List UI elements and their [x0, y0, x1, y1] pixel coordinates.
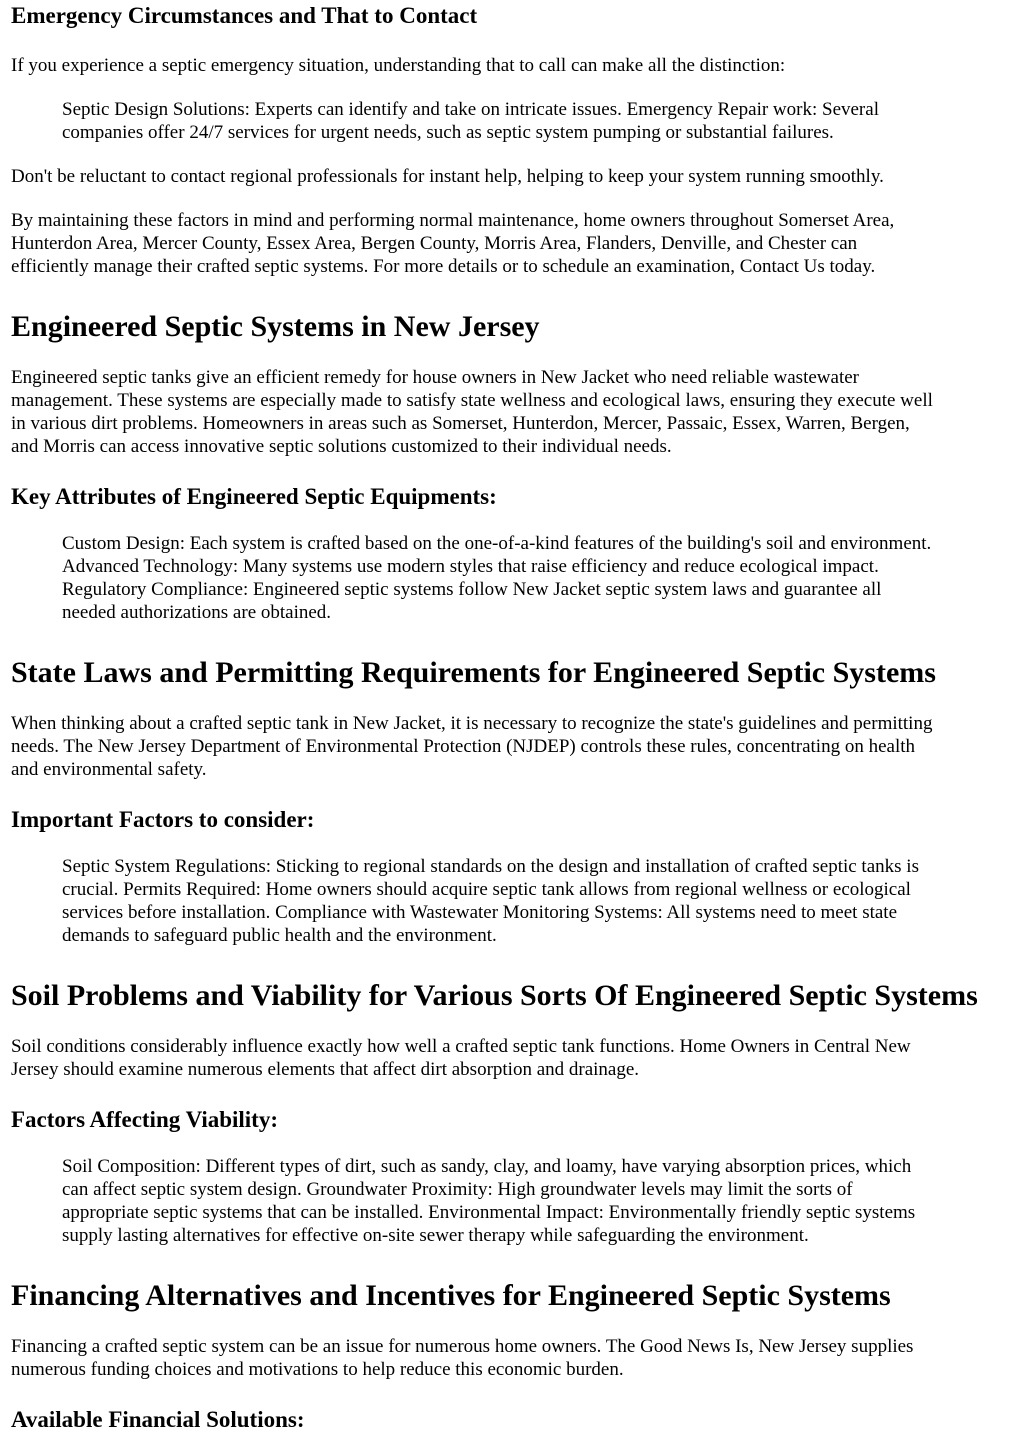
paragraph-line: Financing a crafted septic system can be an issue for numerous home owners. The Good News Is, New Jersey supplies [11, 1336, 914, 1357]
blockquote-laws [62, 855, 1016, 947]
paragraph-financing-intro [11, 1335, 1016, 1381]
blockquote-line: can affect septic system design. Groundwater Proximity: High groundwater levels may limit the sorts of [62, 1179, 853, 1200]
paragraph-emergency-summary [11, 209, 1016, 278]
subheading-engineered: Key Attributes of Engineered Septic Equipments: [11, 484, 497, 509]
blockquote-line: crucial. Permits Required: Home owners should acquire septic tank allows from regional wellness or ecological [62, 879, 911, 900]
blockquote-line: Soil Composition: Different types of dirt, such as sandy, clay, and loamy, have varying absorption prices, which [62, 1156, 912, 1177]
paragraph-line: in various dirt problems. Homeowners in areas such as Somerset, Hunterdon, Mercer, Passaic, Essex, Warren, Bergen, [11, 413, 910, 434]
paragraph-line: and Morris can access innovative septic solutions customized to their individual needs. [11, 436, 672, 457]
paragraph-engineered-intro [11, 366, 1016, 458]
section-heading-laws: State Laws and Permitting Requirements for Engineered Septic Systems [11, 656, 936, 689]
paragraph-line: management. These systems are especially made to satisfy state wellness and ecological laws, ensuring they execute well [11, 390, 933, 411]
blockquote-line: Custom Design: Each system is crafted based on the one-of-a-kind features of the building's soil and environment. [62, 533, 932, 554]
blockquote-line: Septic System Regulations: Sticking to regional standards on the design and installation of crafted septic tanks is [62, 856, 919, 877]
paragraph-line: Soil conditions considerably influence exactly how well a crafted septic tank functions. Home Owners in Central New [11, 1036, 911, 1057]
blockquote-emergency [62, 98, 1016, 144]
paragraph-line: efficiently manage their crafted septic systems. For more details or to schedule an examination, Contact Us today. [11, 256, 876, 277]
paragraph-line: Hunterdon Area, Mercer County, Essex Area, Bergen County, Morris Area, Flanders, Denville, and Chester can [11, 233, 858, 254]
blockquote-line: demands to safeguard public health and the environment. [62, 925, 497, 946]
paragraph-soil-intro [11, 1035, 1016, 1081]
blockquote-line: Septic Design Solutions: Experts can identify and take on intricate issues. Emergency Repair work: Several [62, 99, 879, 120]
blockquote-line: services before installation. Compliance with Wastewater Monitoring Systems: All systems need to meet state [62, 902, 898, 923]
paragraph-emergency-intro: If you experience a septic emergency situation, understanding that to call can make all the distinction: [11, 55, 786, 76]
paragraph-line: numerous funding choices and motivations to help reduce this economic burden. [11, 1359, 624, 1380]
paragraph-line: By maintaining these factors in mind and performing normal maintenance, home owners throughout Somerset Area, [11, 210, 895, 231]
subheading-financing: Available Financial Solutions: [11, 1407, 305, 1432]
blockquote-line: needed authorizations are obtained. [62, 602, 332, 623]
section-heading-soil: Soil Problems and Viability for Various Sorts Of Engineered Septic Systems [11, 979, 978, 1012]
section-heading-engineered: Engineered Septic Systems in New Jersey [11, 310, 540, 343]
blockquote-line: Regulatory Compliance: Engineered septic systems follow New Jacket septic system laws and guarantee all [62, 579, 882, 600]
paragraph-emergency-contact: Don't be reluctant to contact regional professionals for instant help, helping to keep your system running smoothly. [11, 166, 884, 187]
paragraph-line: and environmental safety. [11, 759, 207, 780]
subheading-laws: Important Factors to consider: [11, 807, 315, 832]
blockquote-line: companies offer 24/7 services for urgent needs, such as septic system pumping or substantial failures. [62, 122, 834, 143]
paragraph-laws-intro [11, 712, 1016, 781]
paragraph-line: When thinking about a crafted septic tank in New Jacket, it is necessary to recognize the state's guidelines and permitting [11, 713, 933, 734]
blockquote-line: appropriate septic systems that can be installed. Environmental Impact: Environmentally friendly septic systems [62, 1202, 916, 1223]
paragraph-line: Engineered septic tanks give an efficient remedy for house owners in New Jacket who need reliable wastewater [11, 367, 859, 388]
paragraph-line: needs. The New Jersey Department of Environmental Protection (NJDEP) controls these rules, concentrating on health [11, 736, 916, 757]
section-heading-financing: Financing Alternatives and Incentives for Engineered Septic Systems [11, 1279, 891, 1312]
article [0, 2, 1024, 1434]
blockquote-line: Advanced Technology: Many systems use modern styles that raise efficiency and reduce ecological impact. [62, 556, 879, 577]
blockquote-line: supply lasting alternatives for effective on-site sewer therapy while safeguarding the environment. [62, 1225, 809, 1246]
blockquote-soil [62, 1155, 1016, 1247]
subheading-soil: Factors Affecting Viability: [11, 1107, 279, 1132]
paragraph-line: Jersey should examine numerous elements that affect dirt absorption and drainage. [11, 1059, 640, 1080]
blockquote-engineered [62, 532, 1016, 624]
section-heading-emergency: Emergency Circumstances and That to Contact [11, 3, 478, 28]
